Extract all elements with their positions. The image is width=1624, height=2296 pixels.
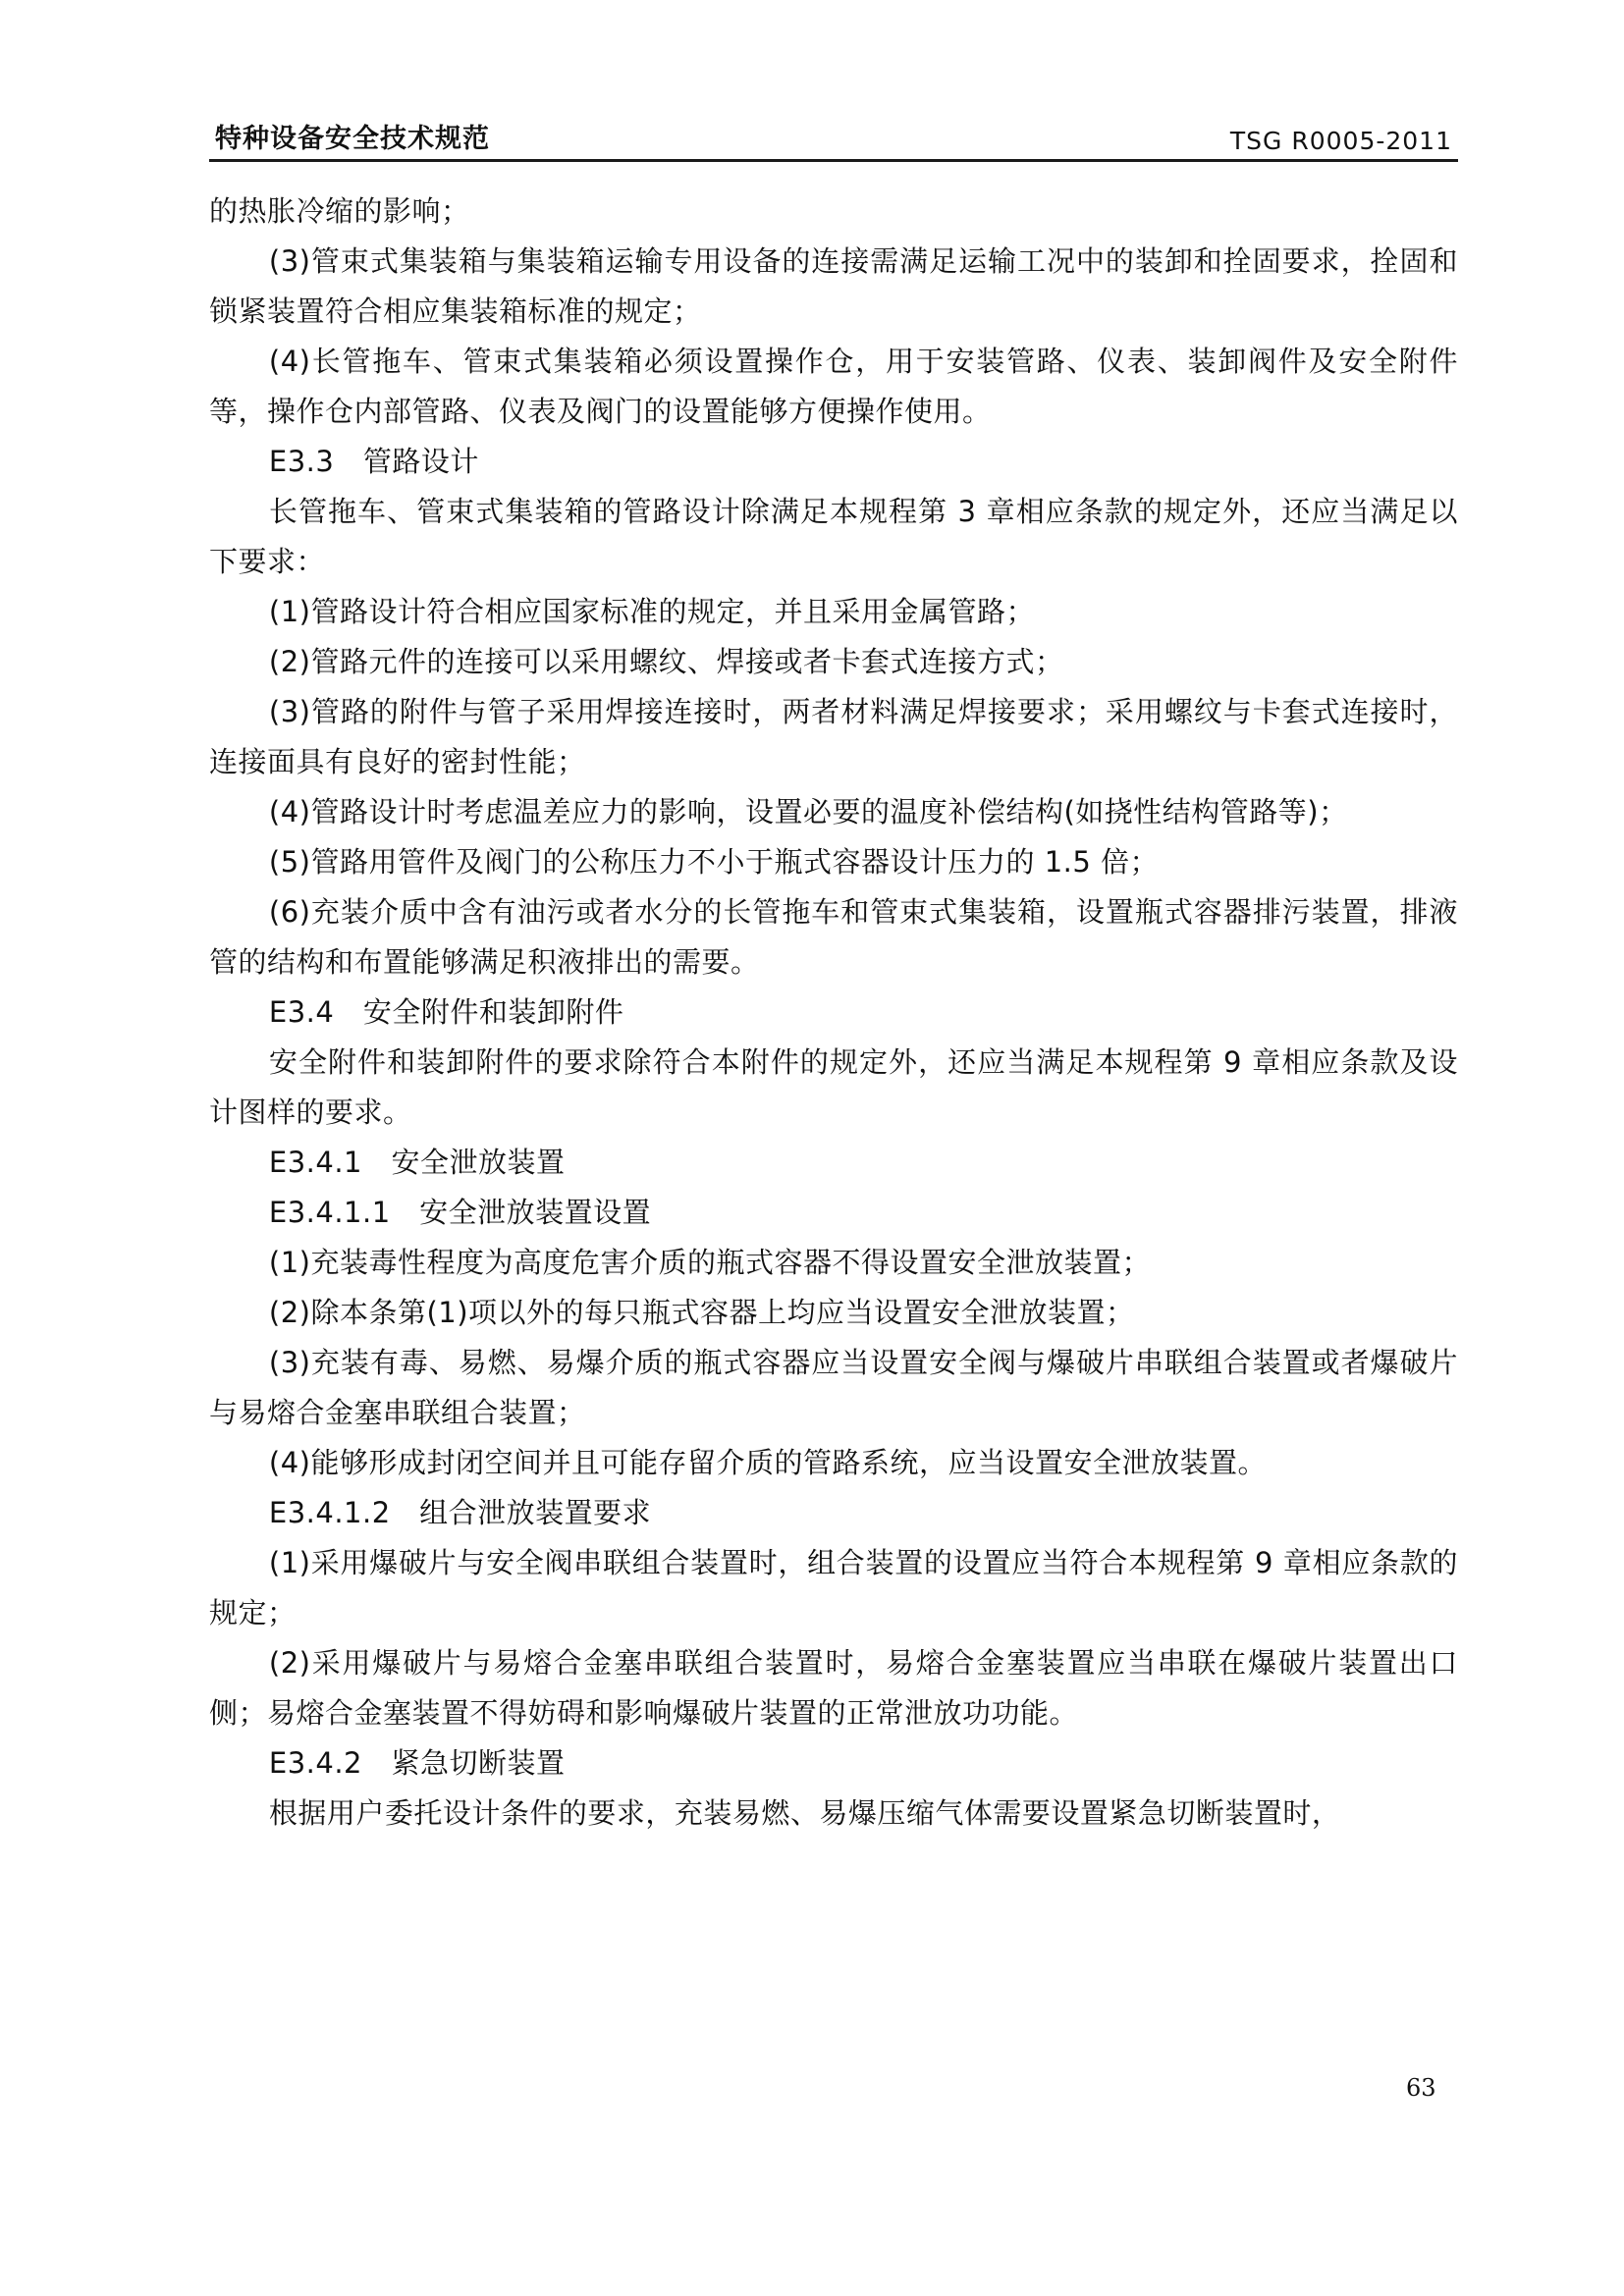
paragraph: 根据用户委托设计条件的要求，充装易燃、易爆压缩气体需要设置紧急切断装置时， (268, 1796, 1341, 1830)
document-body (209, 187, 1458, 1839)
page-header (209, 120, 1458, 162)
list-item: (5)管路用管件及阀门的公称压力不小于瓶式容器设计压力的 1.5 倍； (268, 845, 1160, 879)
list-item: (1)充装毒性程度为高度危害介质的瓶式容器不得设置安全泄放装置； (268, 1246, 1151, 1279)
list-item: (1)采用爆破片与安全阀串联组合装置时，组合装置的设置应当符合本规程第 9 章相应条款的规定； (209, 1546, 1458, 1629)
list-item: (2)管路元件的连接可以采用螺纹、焊接或者卡套式连接方式； (268, 645, 1064, 678)
section-heading: E3.4 安全附件和装卸附件 (268, 995, 624, 1029)
section-heading: E3.3 管路设计 (268, 445, 479, 478)
page-number: 63 (1406, 2074, 1436, 2102)
section-heading: E3.4.1.1 安全泄放装置设置 (268, 1196, 652, 1229)
section-heading: E3.4.2 紧急切断装置 (268, 1746, 566, 1780)
header-standard-code: TSG R0005-2011 (1229, 127, 1452, 155)
list-item: (2)除本条第(1)项以外的每只瓶式容器上均应当设置安全泄放装置； (268, 1296, 1135, 1329)
list-item: (1)管路设计符合相应国家标准的规定，并且采用金属管路； (268, 595, 1035, 628)
list-item: (4)管路设计时考虑温差应力的影响，设置必要的温度补偿结构(如挠性结构管路等)； (268, 795, 1348, 828)
list-item: (3)管路的附件与管子采用焊接连接时，两者材料满足焊接要求；采用螺纹与卡套式连接时，连接面具有良好的密封性能； (209, 695, 1458, 778)
paragraph: 安全附件和装卸附件的要求除符合本附件的规定外，还应当满足本规程第 9 章相应条款及设计图样的要求。 (209, 1045, 1458, 1129)
list-item: (6)充装介质中含有油污或者水分的长管拖车和管束式集装箱，设置瓶式容器排污装置，排液管的结构和布置能够满足积液排出的需要。 (209, 895, 1458, 979)
list-item: (4)能够形成封闭空间并且可能存留介质的管路系统，应当设置安全泄放装置。 (268, 1446, 1267, 1479)
list-item: (3)管束式集装箱与集装箱运输专用设备的连接需满足运输工况中的装卸和拴固要求，拴固和锁紧装置符合相应集装箱标准的规定； (209, 244, 1458, 328)
list-item: (2)采用爆破片与易熔合金塞串联组合装置时，易熔合金塞装置应当串联在爆破片装置出口侧；易熔合金塞装置不得妨碍和影响爆破片装置的正常泄放功功能。 (209, 1646, 1458, 1730)
section-heading: E3.4.1 安全泄放装置 (268, 1146, 566, 1179)
list-item: (4)长管拖车、管束式集装箱必须设置操作仓，用于安装管路、仪表、装卸阀件及安全附件等，操作仓内部管路、仪表及阀门的设置能够方便操作使用。 (209, 345, 1458, 428)
paragraph: 的热胀冷缩的影响； (209, 194, 470, 228)
list-item: (3)充装有毒、易燃、易爆介质的瓶式容器应当设置安全阀与爆破片串联组合装置或者爆破片与易熔合金塞串联组合装置； (209, 1346, 1458, 1429)
header-title: 特种设备安全技术规范 (215, 124, 490, 154)
section-heading: E3.4.1.2 组合泄放装置要求 (268, 1496, 652, 1529)
paragraph: 长管拖车、管束式集装箱的管路设计除满足本规程第 3 章相应条款的规定外，还应当满足以下要求： (209, 495, 1458, 578)
